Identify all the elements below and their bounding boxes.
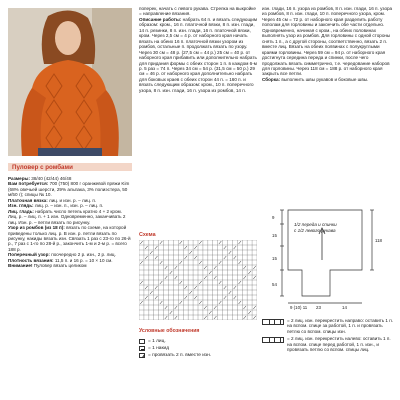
knitting-chart bbox=[139, 240, 257, 320]
column-2-text bbox=[139, 6, 257, 93]
legend-item-text: = провязать 2 п. вместе изн. bbox=[148, 353, 212, 358]
col1-paragraph-heading: Внимание! bbox=[8, 263, 33, 269]
model-illustration bbox=[8, 8, 132, 156]
col1-paragraph-heading: Платочная вязка: bbox=[8, 197, 48, 203]
col1-paragraph-body: лиц. и изн. р. – лиц. п. bbox=[47, 197, 97, 203]
legend-title: Условные обозначения bbox=[139, 328, 200, 334]
col2-paragraph-heading: Описание работы: bbox=[139, 16, 182, 22]
col1-paragraph bbox=[8, 225, 132, 252]
col1-paragraph-body: поочередно 2 р. изн., 2 р. лиц. bbox=[49, 252, 116, 258]
column-3-text bbox=[262, 6, 394, 82]
col1-paragraph-heading: Поперечный узор: bbox=[8, 252, 50, 258]
col3-paragraph-body: выполнить швы рукавов и боковые швы. bbox=[280, 76, 369, 82]
legend-item-text: = 1 лиц. bbox=[148, 339, 166, 344]
schematic-drawing bbox=[262, 200, 394, 310]
col2-paragraph-body: набрать 64 п. и вязать следующим образом: кром., 16 п. платочной вязки, 8 п. изн. глади, 14 п. резинки, 8 п. изн. глади, 16 п. платочной вязки, кром. Через 2,5 см = 4 р. от наборного края начать вязать на обеих 16 п. платочной вязки узором из ромбов, остальные п. продолжать вязать по узору. Через 30 см = 48 р. (27,5 см = 44 р.) 25 см = 40 р. от наборного края прибавить или дополнительно набрать для придания формы с обеих сторон 1 п. в каждом 6-м р. 5 раз = 74 п. Через 34 см = 54 р. (31,5 см = 50 р.) 29 см = 46 р. от наборного края дополнительно набрать для боковых краев с обеих сторон 44 п. = 160 п. и вязать следующим образом: кром., 10 п. поперечного узора, 8 п. изн. глади, 16 п. узора из ромбов, 14 п. bbox=[139, 16, 257, 93]
col2-paragraph-body: поперек, начать с левого рукава. Стрелка на выкройке = направление вязания. bbox=[139, 6, 256, 17]
col1-paragraph-body: 700 (750) 800 г оранжевой пряжи Kim (68% овечьей шерсти, 29% альпака, 3% полиэстера, 50 м/50 г); спицы № 10. bbox=[8, 181, 130, 198]
col1-paragraph bbox=[8, 181, 132, 197]
col3-paragraph-body: изн. глади, 16 п. узора из ромбов, 8 п. изн. глади, 16 п. узора из ромбов, 8 п. изн. глади, 10 п. поперечного узора, кром. Через 45 см = 72 р. от наборного края разделить работу пополам для горловины и закончить обе части отдельно. Одновременно, начиная с кром., на обеих половинах выполнять узор из ромбов. Для горловины с одной стороны снять 1 п., а с другой стороны, соответственно, вязать 2 п. вместе лиц. Вязать на обеих полвинах с полукруглыми краями горловины. Через 59 см = 94 р. от наборного края достигнута середина переда и спинки, после чего продолжать вязать симметрично, т.е. чередование наборов для горловины. Через 118 см = 188 р. от наборного края закрыть все петли. bbox=[262, 6, 393, 77]
col3-paragraph bbox=[262, 77, 394, 82]
column-1-text bbox=[8, 176, 132, 269]
cable-legend-item bbox=[262, 336, 394, 352]
cable-legend-text: = 2 лиц. изн. перекрестить налево: оставить 1 п. на вспом. спице перед работой, 1 п. изн., и провязать петлю со вспом. спицы лиц. bbox=[287, 336, 391, 353]
chart-grid-lines bbox=[139, 240, 257, 320]
legend-item-text: = 1 накид bbox=[148, 346, 170, 351]
col2-paragraph bbox=[139, 6, 257, 17]
garment-schematic bbox=[262, 200, 394, 310]
cable-legend bbox=[262, 318, 394, 354]
col2-paragraph bbox=[139, 17, 257, 93]
cable-legend-text: = 2 лиц. изн. перекрестить направо: оставить 1 п. на вспом. спице за работой, 1 п. и провязать петлю со вспом. спицы изн. bbox=[287, 318, 394, 334]
legend-item bbox=[139, 338, 211, 345]
dim-bottom-3: 14 bbox=[342, 305, 347, 310]
legend-item bbox=[139, 352, 211, 359]
chart-title: Схема bbox=[139, 232, 156, 238]
col1-paragraph-body: вязать по схеме, на которой приведены только лиц. р. В изн. р. петли вязать по рисунку, накиды вязать изн. Связать 1 раз с 23-го по 26-й р., 7 раз с 1-го по 28-й р., закончить 1-м и 2-м р. = всего 188 р. bbox=[8, 225, 131, 252]
col1-paragraph-heading: Узор из ромбов (из 18 п): bbox=[8, 225, 65, 231]
col1-paragraph bbox=[8, 209, 132, 225]
schematic-inner-text-1: 1/2 переда и спинки bbox=[294, 222, 337, 227]
dim-right: 118 bbox=[375, 238, 382, 243]
dim-bottom-2: 23 bbox=[316, 305, 321, 310]
col1-paragraph-body: лиц. р. – изн. п., изн. р. – лиц. п. bbox=[33, 203, 104, 209]
title-bar bbox=[8, 163, 132, 171]
dim-left-2: 15 bbox=[272, 233, 277, 238]
cable-legend-item bbox=[262, 318, 394, 334]
dim-left-1: 9 bbox=[272, 215, 275, 220]
stitch-symbol-slash-icon bbox=[139, 353, 145, 358]
model-photo bbox=[8, 8, 132, 156]
col3-paragraph-heading: Сборка: bbox=[262, 76, 281, 82]
stitch-symbol-empty-icon bbox=[139, 339, 145, 344]
dim-bottom-1: 9 (10) 11 bbox=[290, 305, 308, 310]
col1-paragraph-body: 38/40 (42/44) 46/48 bbox=[30, 176, 72, 181]
col1-paragraph-heading: Размеры: bbox=[8, 176, 30, 181]
legend bbox=[139, 338, 211, 359]
col1-paragraph-heading: Изн. глядь: bbox=[8, 203, 34, 209]
dim-left-4: 54 bbox=[272, 282, 277, 287]
page-title: Пуловер с ромбами bbox=[12, 163, 73, 171]
col1-paragraph bbox=[8, 263, 132, 268]
legend-item bbox=[139, 345, 211, 352]
cable-cross-icon bbox=[262, 319, 284, 325]
col1-paragraph-body: 11,5 п. и 16 р. = 10 × 10 см. bbox=[53, 257, 113, 263]
col3-paragraph bbox=[262, 6, 394, 77]
dim-left-3: 15 bbox=[272, 256, 277, 261]
col1-paragraph-heading: Лиц. гладь: bbox=[8, 208, 34, 214]
col1-paragraph-body: набрать число петель кратно 4 + 2 кром. Лиц. р. – лиц. п. + 1 изн. Одновременно, заканчивать 2 лиц. Изн. р. – петли вязать по рисунку. bbox=[8, 208, 126, 225]
col1-paragraph-body: Пуловер вязать целиком bbox=[32, 263, 87, 269]
knitting-chart-grid bbox=[139, 240, 257, 320]
col1-paragraph-heading: Вам потребуется: bbox=[8, 181, 49, 187]
cable-cross-icon bbox=[262, 337, 284, 343]
col1-paragraph-heading: Плотность вязания: bbox=[8, 257, 54, 263]
schematic-inner-text-2: с 1/2 левого рукава bbox=[294, 228, 336, 233]
stitch-symbol-dash-icon bbox=[139, 346, 145, 351]
